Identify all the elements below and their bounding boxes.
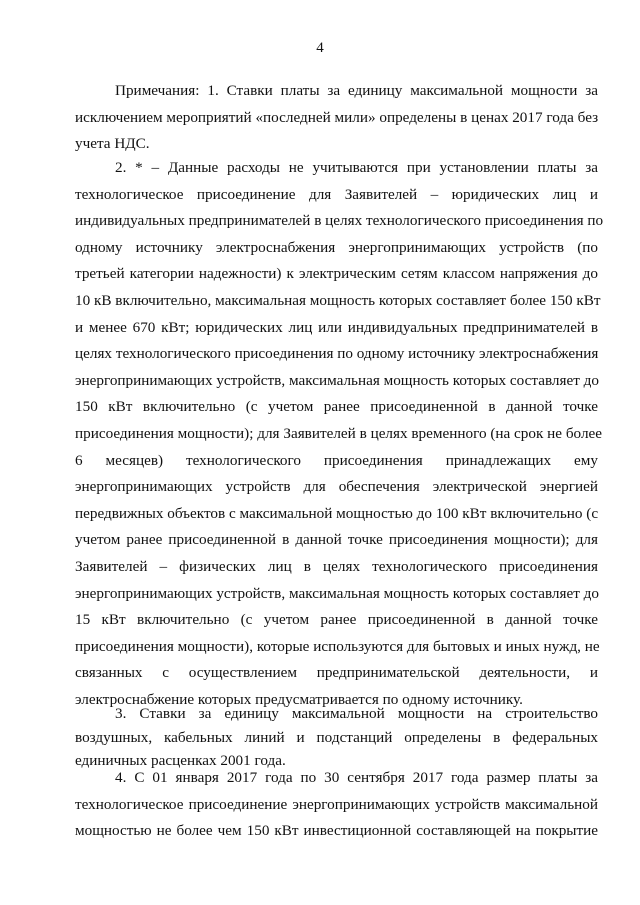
text-line: исключением мероприятий «последней мили» определены в ценах 2017 года без (75, 108, 599, 126)
text-line: 3. Ставки за единицу максимальной мощности на строительство (115, 705, 598, 722)
page-number: 4 (316, 40, 324, 56)
note-1-paragraph (75, 78, 598, 158)
text-line: энергопринимающих устройств, максимальная мощность которых составляет до (75, 584, 599, 602)
text-line: 10 кВ включительно, максимальная мощность которых составляет более 150 кВт (75, 291, 601, 309)
text-line: связанных с осуществлением предпринимательской деятельности, и (75, 664, 598, 682)
text-line: одному источнику электроснабжения энергопринимающих устройств (по (75, 238, 598, 256)
text-line: мощностью не более чем 150 кВт инвестиционной составляющей на покрытие (75, 822, 598, 840)
note-3-paragraph (75, 702, 598, 773)
text-line: 150 кВт включительно (с учетом ранее присоединенной в данной точке (75, 398, 598, 416)
text-line: учетом ранее присоединенной в данной точке присоединения мощности); для (75, 531, 598, 549)
text-line: воздушных, кабельных линий и подстанций определены в федеральных (75, 728, 598, 746)
note-2-paragraph (75, 155, 604, 713)
text-line: Примечания: 1. Ставки платы за единицу максимальной мощности за (115, 82, 598, 99)
text-line: 4. С 01 января 2017 года по 30 сентября 2017 года размер платы за (115, 769, 598, 786)
text-line: энергопринимающих устройств для обеспечения электрической энергией (75, 478, 598, 496)
text-line: передвижных объектов с максимальной мощностью до 100 кВт включительно (с (75, 504, 599, 522)
text-line: присоединения мощности), которые используются для бытовых и иных нужд, не (75, 637, 600, 655)
text-line: технологическое присоединение энергопринимающих устройств максимальной (75, 795, 598, 813)
text-line: 2. * – Данные расходы не учитываются при установлении платы за (115, 159, 598, 176)
text-line: Заявителей – физических лиц в целях технологического присоединения (75, 557, 598, 575)
text-line: 6 месяцев) технологического присоединения принадлежащих ему (75, 451, 598, 469)
note-4-paragraph (75, 765, 598, 845)
text-line: 15 кВт включительно (с учетом ранее присоединенной в данной точке (75, 611, 598, 629)
text-line: электроснабжение которых предусматривается по одному источнику. (75, 690, 523, 708)
text-line: индивидуальных предпринимателей в целях технологического присоединения по (75, 212, 604, 230)
text-line: единичных расценках 2001 года. (75, 752, 286, 769)
text-line: и менее 670 кВт; юридических лиц или индивидуальных предпринимателей в (75, 318, 598, 336)
text-line: энергопринимающих устройств, максимальная мощность которых составляет до (75, 371, 599, 389)
text-line: технологическое присоединение для Заявителей – юридических лиц и (75, 185, 598, 203)
text-line: учета НДС. (75, 135, 150, 153)
text-line: целях технологического присоединения по одному источнику электроснабжения (75, 345, 599, 363)
text-line: присоединения мощности); для Заявителей в целях временного (на срок не более (75, 424, 603, 442)
text-line: третьей категории надежности) к электрическим сетям классом напряжения до (75, 265, 598, 283)
